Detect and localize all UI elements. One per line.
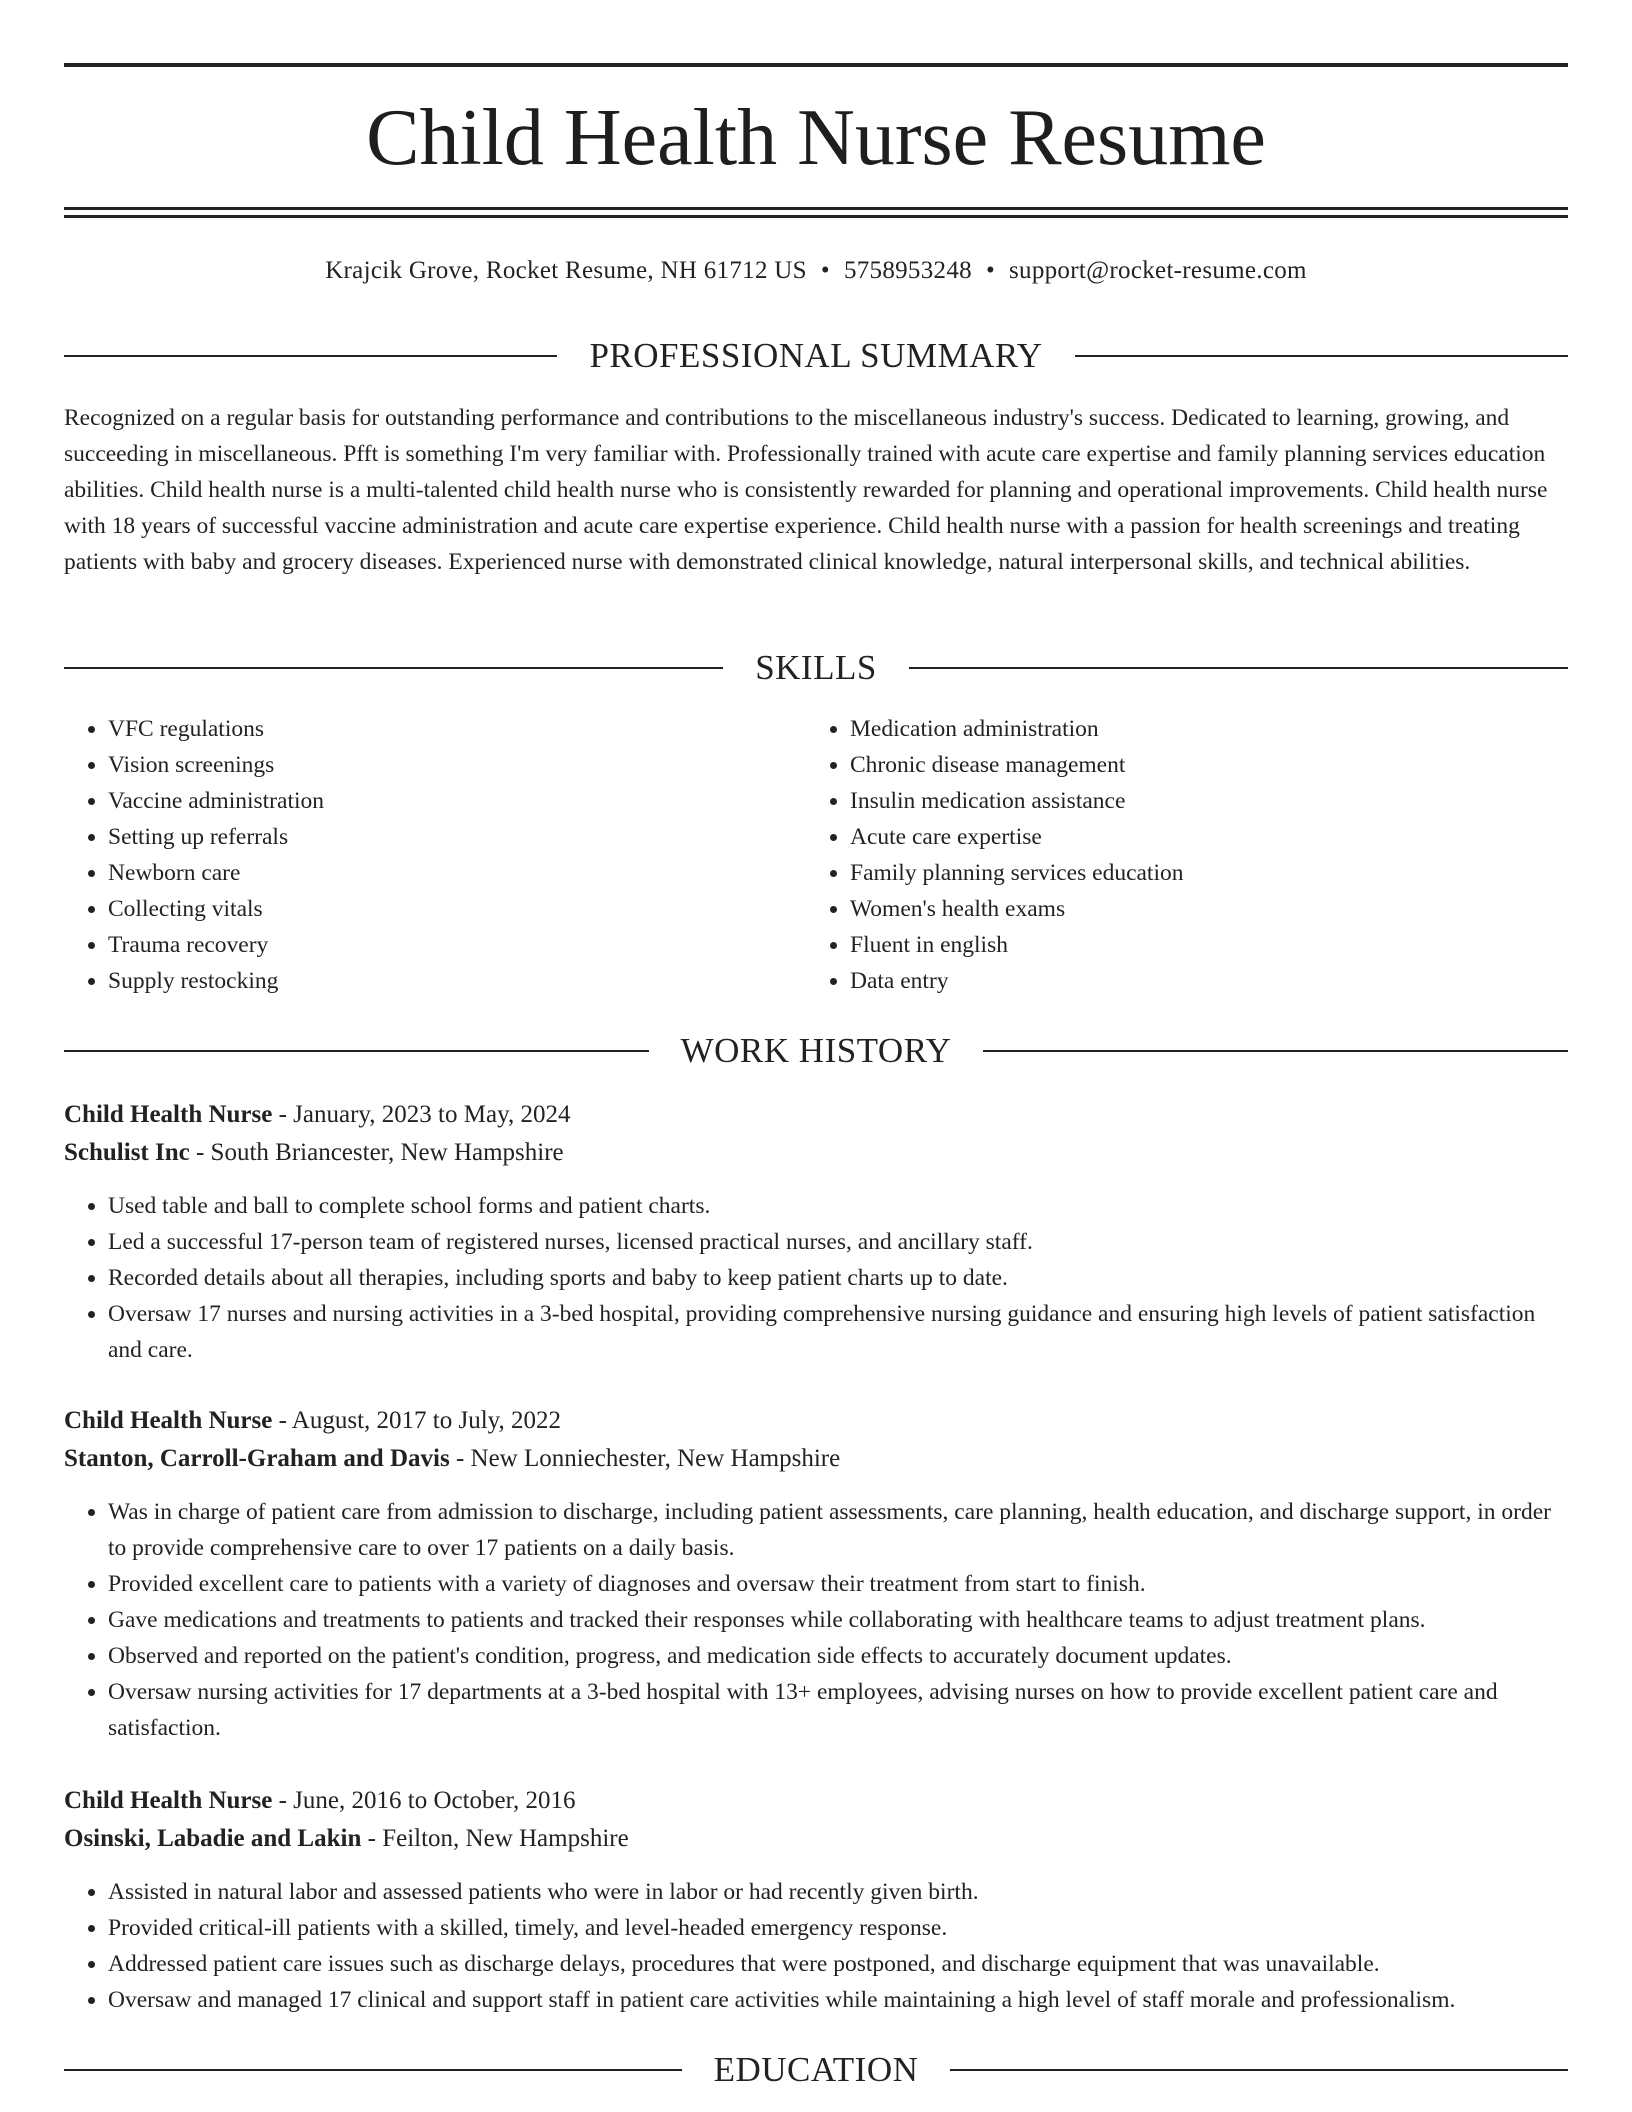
section-rule xyxy=(64,667,723,669)
section-header-education xyxy=(64,2050,1568,2090)
section-rule xyxy=(64,2069,682,2071)
job-company-line xyxy=(64,1820,1568,1858)
job-title: Child Health Nurse xyxy=(64,1787,273,1814)
job-entry xyxy=(64,1402,1568,1746)
skill-item: • Chronic disease management xyxy=(850,747,1566,783)
contact-phone: 5758953248 xyxy=(843,257,972,284)
skill-item: • Collecting vitals xyxy=(108,891,764,927)
job-bullet: • Used table and ball to complete school forms and patient charts. xyxy=(108,1188,1568,1224)
job-title-line xyxy=(64,1402,1568,1440)
section-rule xyxy=(64,355,557,357)
contact-separator: • xyxy=(820,257,830,284)
section-title: WORK HISTORY xyxy=(680,1031,952,1070)
job-title: Child Health Nurse xyxy=(64,1101,273,1128)
job-bullet: • Led a successful 17-person team of registered nurses, licensed practical nurses, and ancillary staff. xyxy=(108,1224,1568,1260)
title-rule-upper xyxy=(64,207,1568,210)
job-title-line xyxy=(64,1096,1568,1134)
skill-item: • Vision screenings xyxy=(108,747,764,783)
job-company-line xyxy=(64,1440,1568,1478)
job-bullet: • Gave medications and treatments to patients and tracked their responses while collaborating with healthcare teams to adjust treatment plans. xyxy=(108,1602,1568,1638)
skill-item: • Vaccine administration xyxy=(108,783,764,819)
skill-item: • Insulin medication assistance xyxy=(850,783,1566,819)
job-company: Osinski, Labadie and Lakin xyxy=(64,1825,362,1852)
section-rule xyxy=(64,1050,649,1052)
skill-item: • VFC regulations xyxy=(108,711,764,747)
skill-item: • Medication administration xyxy=(850,711,1566,747)
job-dates: - June, 2016 to October, 2016 xyxy=(272,1787,576,1814)
top-rule xyxy=(64,63,1568,67)
job-location: - South Briancester, New Hampshire xyxy=(189,1139,564,1166)
skill-item: • Women's health exams xyxy=(850,891,1566,927)
title-rule-lower xyxy=(64,215,1568,218)
job-title: Child Health Nurse xyxy=(64,1407,273,1434)
resume-title: Child Health Nurse Resume xyxy=(366,94,1266,182)
job-title-line xyxy=(64,1782,1568,1820)
skill-item: • Supply restocking xyxy=(108,963,764,999)
section-header-work-history xyxy=(64,1031,1568,1071)
job-company: Stanton, Carroll-Graham and Davis xyxy=(64,1445,450,1472)
job-dates: - January, 2023 to May, 2024 xyxy=(272,1101,571,1128)
job-bullet: • Addressed patient care issues such as discharge delays, procedures that were postponed, and discharge equipment that was unavailable. xyxy=(108,1946,1568,1982)
job-bullet: • Provided excellent care to patients with a variety of diagnoses and oversaw their treatment from start to finish. xyxy=(108,1566,1568,1602)
section-header-skills xyxy=(64,648,1568,688)
job-bullet: • Recorded details about all therapies, including sports and baby to keep patient charts up to date. xyxy=(108,1260,1568,1296)
section-title: PROFESSIONAL SUMMARY xyxy=(589,336,1043,375)
skill-item: • Family planning services education xyxy=(850,855,1566,891)
job-dates: - August, 2017 to July, 2022 xyxy=(272,1407,562,1434)
job-entry xyxy=(64,1782,1568,2018)
section-title: SKILLS xyxy=(755,648,877,687)
contact-email: support@rocket-resume.com xyxy=(1009,257,1307,284)
summary-text: Recognized on a regular basis for outstanding performance and contributions to the miscellaneous industry's success. Dedicated to learning, growing, and succeeding in miscellaneous. Pfft is something I'm very familiar with. Professionally trained with acute care expertise and family planning services education abilities. Child health nurse is a multi-talented child health nurse who is consistently rewarded for planning and operational improvements. Child health nurse with 18 years of successful vaccine administration and acute care expertise experience. Child health nurse with a passion for health screenings and treating patients with baby and grocery diseases. Experienced nurse with demonstrated clinical knowledge, natural interpersonal skills, and technical abilities. xyxy=(64,405,1548,575)
skill-item: • Newborn care xyxy=(108,855,764,891)
section-rule xyxy=(950,2069,1568,2071)
skill-item: • Trauma recovery xyxy=(108,927,764,963)
job-company: Schulist Inc xyxy=(64,1139,190,1166)
skills-column-left xyxy=(64,711,764,999)
contact-separator: • xyxy=(985,257,995,284)
job-entry xyxy=(64,1096,1568,1368)
skills-column-right xyxy=(806,711,1566,999)
skill-item: • Acute care expertise xyxy=(850,819,1566,855)
section-rule xyxy=(983,1050,1568,1052)
skill-item: • Data entry xyxy=(850,963,1566,999)
section-title: EDUCATION xyxy=(713,2050,919,2089)
skill-item: • Setting up referrals xyxy=(108,819,764,855)
job-bullet: • Was in charge of patient care from admission to discharge, including patient assessments, care planning, health education, and discharge support, in order to provide comprehensive care to over 17 patients on a daily basis. xyxy=(108,1494,1568,1566)
job-location: - New Lonniechester, New Hampshire xyxy=(449,1445,841,1472)
job-bullet: • Provided critical-ill patients with a skilled, timely, and level-headed emergency response. xyxy=(108,1910,1568,1946)
job-bullet: • Observed and reported on the patient's condition, progress, and medication side effects to accurately document updates. xyxy=(108,1638,1568,1674)
contact-line xyxy=(64,254,1568,288)
section-header-summary xyxy=(64,336,1568,376)
job-company-line xyxy=(64,1134,1568,1172)
section-rule xyxy=(1075,355,1568,357)
job-location: - Feilton, New Hampshire xyxy=(361,1825,629,1852)
contact-address: Krajcik Grove, Rocket Resume, NH 61712 US xyxy=(325,257,807,284)
job-bullet: • Oversaw 17 nurses and nursing activities in a 3-bed hospital, providing comprehensive nursing guidance and ensuring high levels of patient satisfaction and care. xyxy=(108,1296,1568,1368)
job-bullet: • Assisted in natural labor and assessed patients who were in labor or had recently given birth. xyxy=(108,1874,1568,1910)
skill-item: • Fluent in english xyxy=(850,927,1566,963)
job-bullet: • Oversaw nursing activities for 17 departments at a 3-bed hospital with 13+ employees, advising nurses on how to provide excellent patient care and satisfaction. xyxy=(108,1674,1568,1746)
job-bullet: • Oversaw and managed 17 clinical and support staff in patient care activities while maintaining a high level of staff morale and professionalism. xyxy=(108,1982,1568,2018)
section-rule xyxy=(909,667,1568,669)
